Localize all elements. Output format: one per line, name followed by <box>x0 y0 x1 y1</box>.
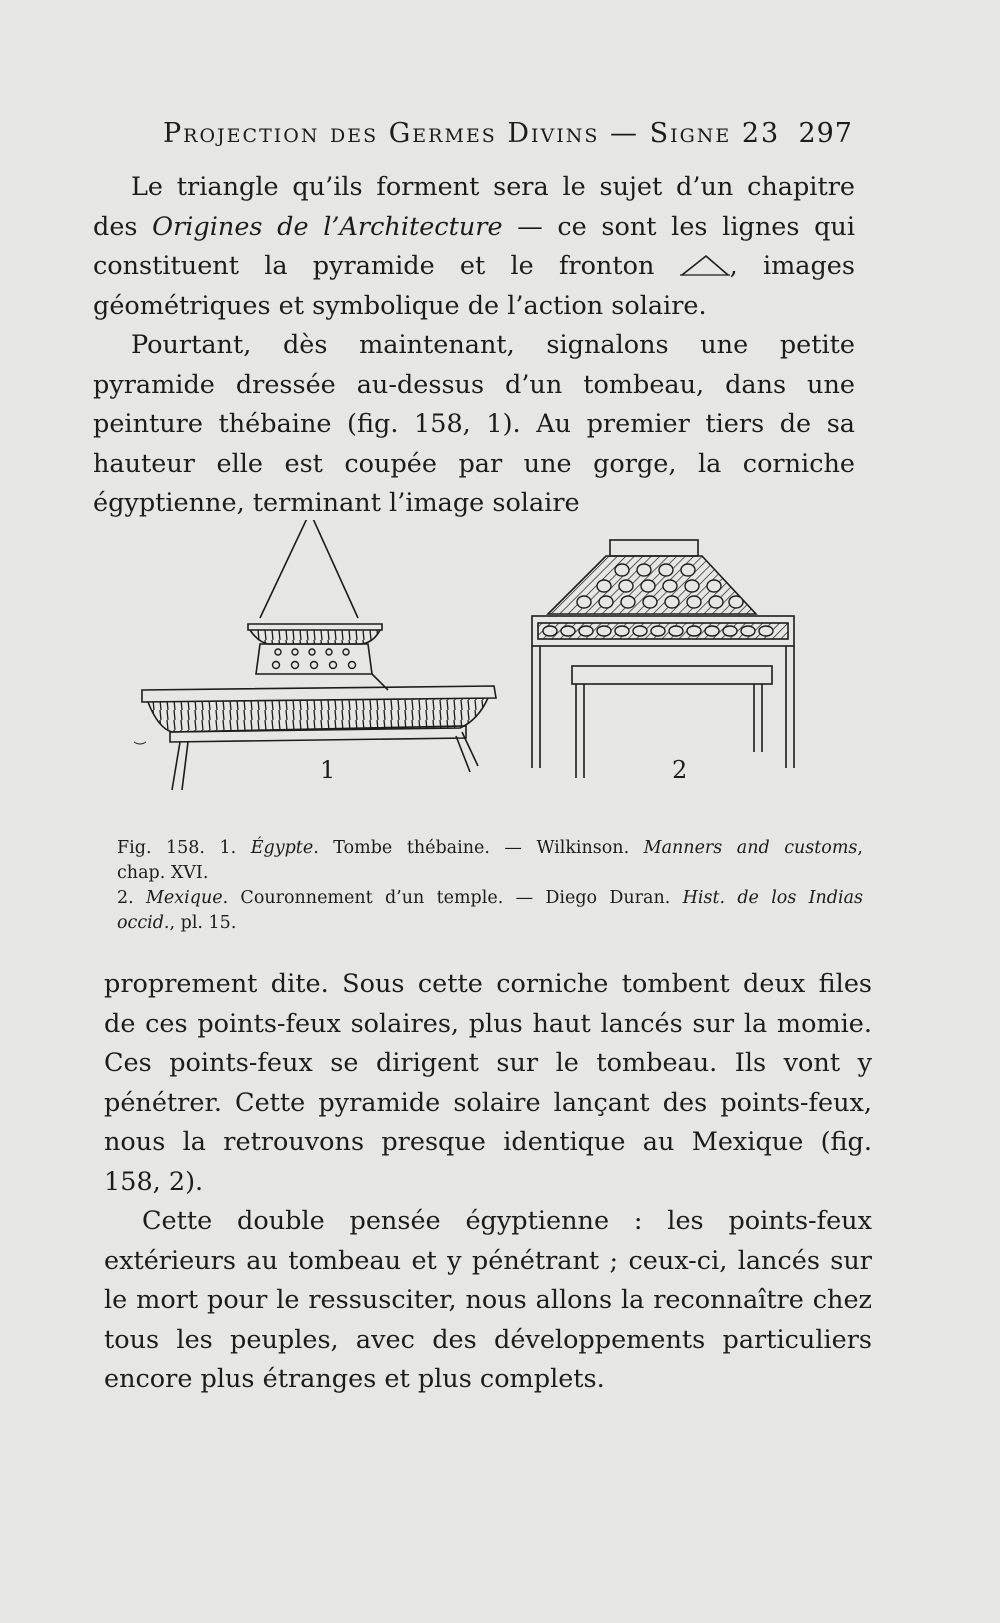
caption-line-2: chap. XVI. <box>117 863 209 883</box>
egyptian-tomb-drawing <box>134 520 496 790</box>
figure-158 <box>110 520 810 820</box>
body-text-top <box>93 168 855 524</box>
header-title: Projection des Germes Divins — Signe 23 <box>163 118 781 149</box>
paragraph-3: proprement dite. Sous cette corniche tombent deux files de ces points-feux solaires, plus haut lancés sur la momie. Ces points-feux se dirigent sur le tombeau. Ils vont y pénétrer. Cette pyramide solaire lançant des points-feux, nous la retrouvons presque identique au Mexique (fig. 158, 2). <box>104 969 872 1197</box>
figure-label-2: 2 <box>672 756 688 784</box>
body-text-bottom <box>104 965 872 1400</box>
book-title-italic: Origines de l’Architecture <box>152 211 503 242</box>
running-header <box>163 118 853 149</box>
page-number: 297 <box>798 118 853 149</box>
caption-line-4: occid., pl. 15. <box>117 913 237 933</box>
paragraph-4: Cette double pensée égyptienne : les points-feux extérieurs au tombeau et y pénétrant ; ceux-ci, lancés sur le mort pour le ressusciter, nous allons la reconnaître chez tous les peuples, avec des développements particuliers encore plus étranges et plus complets. <box>104 1206 872 1394</box>
paragraph-1: Le triangle qu’ils forment sera le sujet d’un chapitre des Origines de l’Architecture — ce sont les lignes qui constituent la pyramide et le fronton , images géométriques et symbolique de l’action solaire. <box>93 172 855 321</box>
mexican-temple-drawing <box>532 540 794 778</box>
figure-caption <box>117 836 863 936</box>
triangle-symbol-icon <box>680 254 730 276</box>
figure-label-1: 1 <box>320 756 336 784</box>
caption-line-3: 2. Mexique. Couronnement d’un temple. — Diego Duran. Hist. de los Indias <box>117 888 863 908</box>
paragraph-2: Pourtant, dès maintenant, signalons une petite pyramide dressée au-dessus d’un tombeau, dans une peinture thébaine (fig. 158, 1). Au premier tiers de sa hauteur elle est coupée par une gorge, la corniche égyptienne, terminant l’image solaire <box>93 330 855 518</box>
caption-line-1: Fig. 158. 1. Égypte. Tombe thébaine. — Wilkinson. Manners and customs, <box>117 838 863 858</box>
